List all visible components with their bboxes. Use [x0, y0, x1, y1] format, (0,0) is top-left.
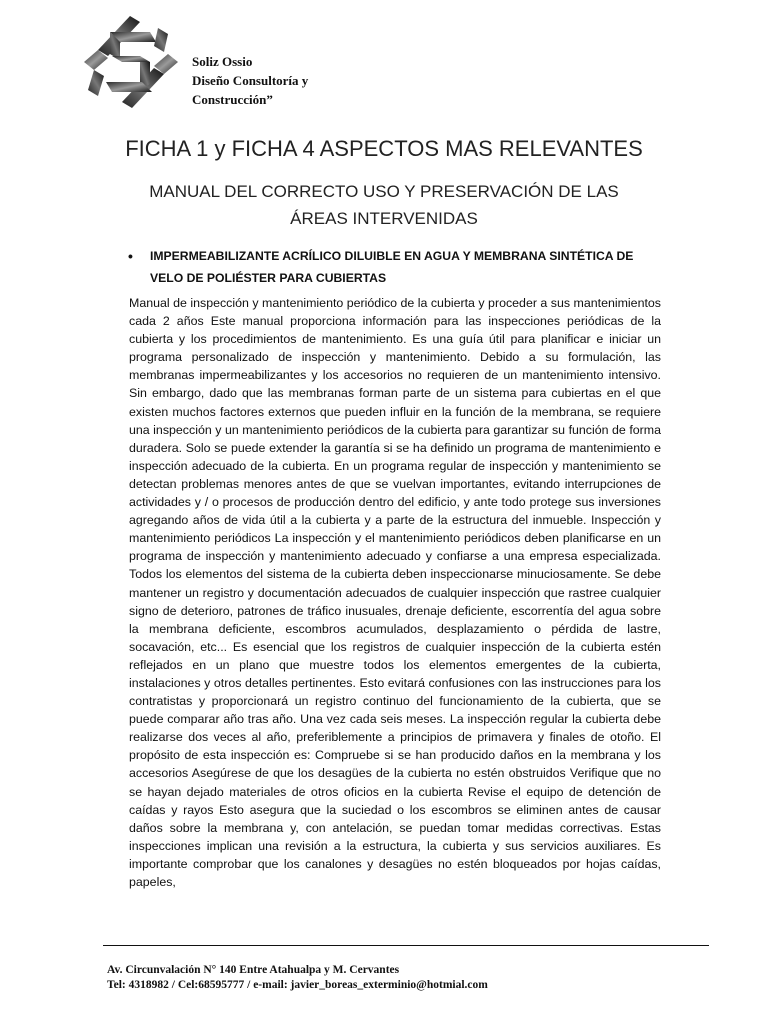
company-line: Soliz Ossio — [192, 54, 253, 69]
body-paragraph: Manual de inspección y mantenimiento periódico de la cubierta y proceder a sus mantenimientos cada 2 años Este manual proporciona información para las inspecciones periódicas de la cubierta y los procedimientos de mantenimiento. Es una guía útil para planificar e iniciar un programa personalizado de inspección y mantenimiento. Debido a su formulación, las membranas impermeabilizantes y los accesorios no requieren de un mantenimiento intensivo. Sin embargo, dado que las membranas forman parte de un sistema para cubiertas en el que existen muchos factores externos que pueden influir en la función de la membrana, se requiere una inspección y un mantenimiento periódicos de la cubierta para garantizar su función de forma duradera. Solo se puede extender la garantía si se ha definido un programa de mantenimiento e inspección adecuado de la cubierta. En un programa regular de inspección y mantenimiento se detectan problemas menores antes de que se vuelvan importantes, evitando interrupciones de actividades y / o procesos de producción dentro del edificio, y ante todo protege sus inversiones agregando años de vida útil a la cubierta y a parte de la estructura del inmueble. Inspección y mantenimiento periódicos La inspección y el mantenimiento periódicos deben planificarse en un programa de inspección y mantenimiento adecuado y confiarse a una empresa especializada. Todos los elementos del sistema de la cubierta deben inspeccionarse minuciosamente. Se debe mantener un registro y documentación adecuados de cualquier inspección que rastree cualquier signo de deterioro, patrones de tráfico inusuales, drenaje deficiente, escorrentía del agua sobre la membrana deficiente, escombros acumulados, desplazamiento o pérdida de lastre, socavación, etc... Es esencial que los registros de cualquier inspección de la cubierta estén reflejados en un plano que muestre todos los elementos emergentes de la cubierta, instalaciones y otros detalles pertinentes. Esto evitará confusiones con las instrucciones para los contratistas y proporcionará un registro continuo del funcionamiento de la cubierta, que se puede comparar año tras año. Una vez cada seis meses. La inspección regular la cubierta debe realizarse dos veces al año, preferiblemente a principios de primavera y finales de otoño. El propósito de esta inspección es: Compruebe si se han producido daños en la membrana y los accesorios Asegúrese de que los desagües de la cubierta no estén obstruidos Verifique que no se hayan dejado materiales de otros oficios en la cubierta Revise el equipo de detención de caídas y rayos Esto asegura que la suciedad o los escombros se eliminen antes de causar daños sobre la membrana y, con antelación, se puedan tomar medidas correctivas. Estas inspecciones implican una revisión a la estructura, la cubierta y sus servicios auxiliares. Es importante comprobar que los canalones y desagües no estén bloqueados por hojas caídas, papeles, — [129, 296, 661, 889]
company-line: Diseño Consultoría y — [192, 73, 309, 88]
bullet-icon: • — [128, 248, 133, 264]
footer-address: Av. Circunvalación N° 140 Entre Atahualpa y M. Cervantes — [107, 964, 400, 976]
company-logo-icon — [80, 12, 182, 112]
document-subtitle: MANUAL DEL CORRECTO USO Y PRESERVACIÓN DE LAS ÁREAS INTERVENIDAS — [149, 182, 619, 228]
bullet-text: IMPERMEABILIZANTE ACRÍLICO DILUIBLE EN AGUA Y MEMBRANA SINTÉTICA DE VELO DE POLIÉSTER PARA CUBIERTAS — [150, 249, 634, 285]
footer — [107, 963, 727, 993]
bullet-item — [128, 245, 663, 289]
footer-divider — [103, 945, 709, 946]
company-line: Construcción” — [192, 92, 273, 107]
company-name — [192, 52, 308, 109]
document-title: FICHA 1 y FICHA 4 ASPECTOS MAS RELEVANTES — [125, 136, 643, 161]
footer-contact: Tel: 4318982 / Cel:68595777 / e-mail: javier_boreas_exterminio@hotmial.com — [107, 979, 488, 991]
